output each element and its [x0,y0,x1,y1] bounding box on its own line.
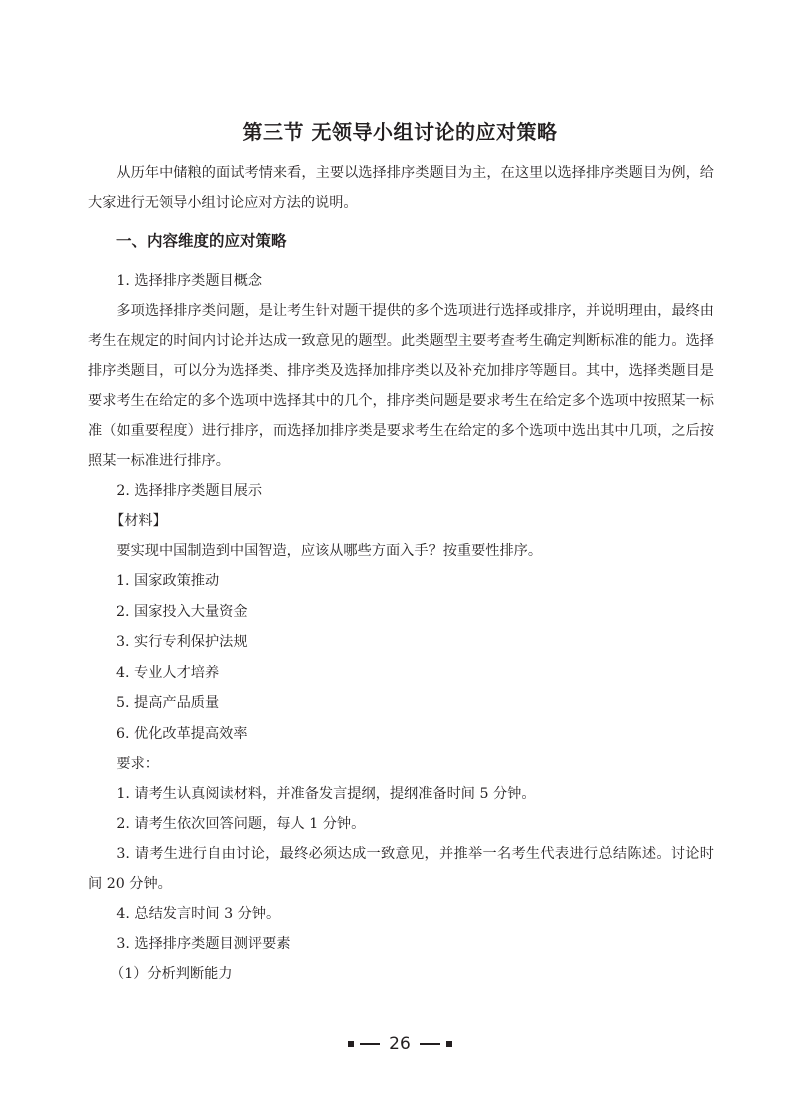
list-item: 4. 专业人才培养 [116,664,220,681]
list-item: 3. 请考生进行自由讨论，最终必须达成一致意见，并推举一名考生代表进行总结陈述。讨论时间 20 分钟。 [88,846,714,892]
list-item: 2. 请考生依次回答问题，每人 1 分钟。 [116,816,366,832]
list-item: 4. 总结发言时间 3 分钟。 [116,906,281,922]
body-content [88,158,714,989]
list-item: 1. 国家政策推动 [116,573,220,589]
subsection-3-title: 3. 选择排序类题目测评要素 [116,936,291,952]
material-question: 要实现中国制造到中国智造，应该从哪些方面入手？按重要性排序。 [116,543,543,559]
square-bullet-icon [446,1041,452,1047]
section-title: 第三节 无领导小组讨论的应对策略 [242,120,558,144]
options-list [88,566,714,749]
list-item: 2. 国家投入大量资金 [116,603,248,620]
list-item: 3. 实行专利保护法规 [116,634,248,650]
material-label: 【材料】 [110,513,167,529]
list-item: 1. 请考生认真阅读材料，并准备发言提纲，提纲准备时间 5 分钟。 [116,786,536,802]
square-bullet-icon [348,1041,354,1047]
subsection-1-body: 多项选择排序类问题，是让考生针对题干提供的多个选项进行选择或排序，并说明理由，最终由考生在规定的时间内讨论并达成一致意见的题型。此类题型主要考查考生确定判断标准的能力。选择排序类题目，可以分为选择类、排序类及选择加排序类以及补充加排序等题目。其中，选择类题目是要求考生在给定的多个选项中选择其中的几个，排序类问题是要求考生在给定多个选项中按照某一标准（如重要程度）进行排序，而选择加排序类是要求考生在给定的多个选项中选出其中几项，之后按照某一标准进行排序。 [88,303,714,469]
list-item: 5. 提高产品质量 [116,695,220,711]
dash-decoration [360,1043,380,1045]
intro-paragraph: 从历年中储粮的面试考情来看，主要以选择排序类题目为主，在这里以选择排序类题目为例，给大家进行无领导小组讨论应对方法的说明。 [88,165,714,211]
subsection-2-title: 2. 选择排序类题目展示 [116,483,263,499]
page-footer [0,1034,800,1054]
list-item: 6. 优化改革提高效率 [116,725,248,742]
dash-decoration [420,1043,440,1045]
requirements-list [88,779,714,929]
subsection-1-title: 1. 选择排序类题目概念 [116,273,263,289]
page-number: 26 [389,1034,411,1054]
section-heading: 一、内容维度的应对策略 [116,232,287,250]
requirements-label: 要求： [116,756,159,772]
subsection-3-item: （1）分析判断能力 [110,966,233,982]
